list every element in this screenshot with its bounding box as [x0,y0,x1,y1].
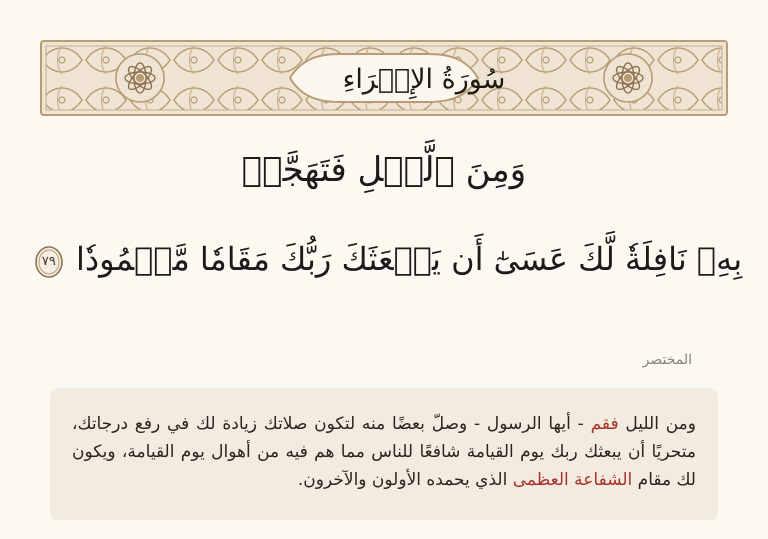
tafsir-text-1: ومن الليل [618,414,696,434]
ayah-end-marker [32,245,66,279]
tafsir-highlight-2: الشفاعة العظمى [512,470,633,490]
tafsir-source-label: المختصر [642,352,692,368]
verse-line-2 [0,240,768,279]
left-medallion [116,54,164,102]
verse-line-2-text: بِهِۦ نَافِلَةٗ لَّكَ عَسَىٰٓ أَن يَبۡعَثَكَ رَبُّكَ مَقَامٗا مَّحۡمُودٗا [76,240,743,278]
tafsir-highlight-1: فقم [590,414,619,434]
surah-title: سُورَةُ الإِسۡرَاءِ [342,63,506,95]
tafsir-text-3: الذي يحمده الأولون والآخرون. [297,470,513,490]
right-medallion [604,54,652,102]
tafsir-box [50,388,718,520]
ayah-number: ٧٩ [41,254,56,269]
surah-header-banner [40,40,728,116]
verse-line-1: وَمِنَ ٱلَّيۡلِ فَتَهَجَّدۡ [241,150,527,190]
tafsir-text-2: - أيها الرسول - وصلّ بعضًا منه لتكون صلاتك زيادة لك في رفع درجاتك، متحريًا أن يبعثك ربك يوم القيامة شافعًا للناس مما هم فيه من أهوال يوم القيامة، ويكون لك مقام [72,414,696,490]
